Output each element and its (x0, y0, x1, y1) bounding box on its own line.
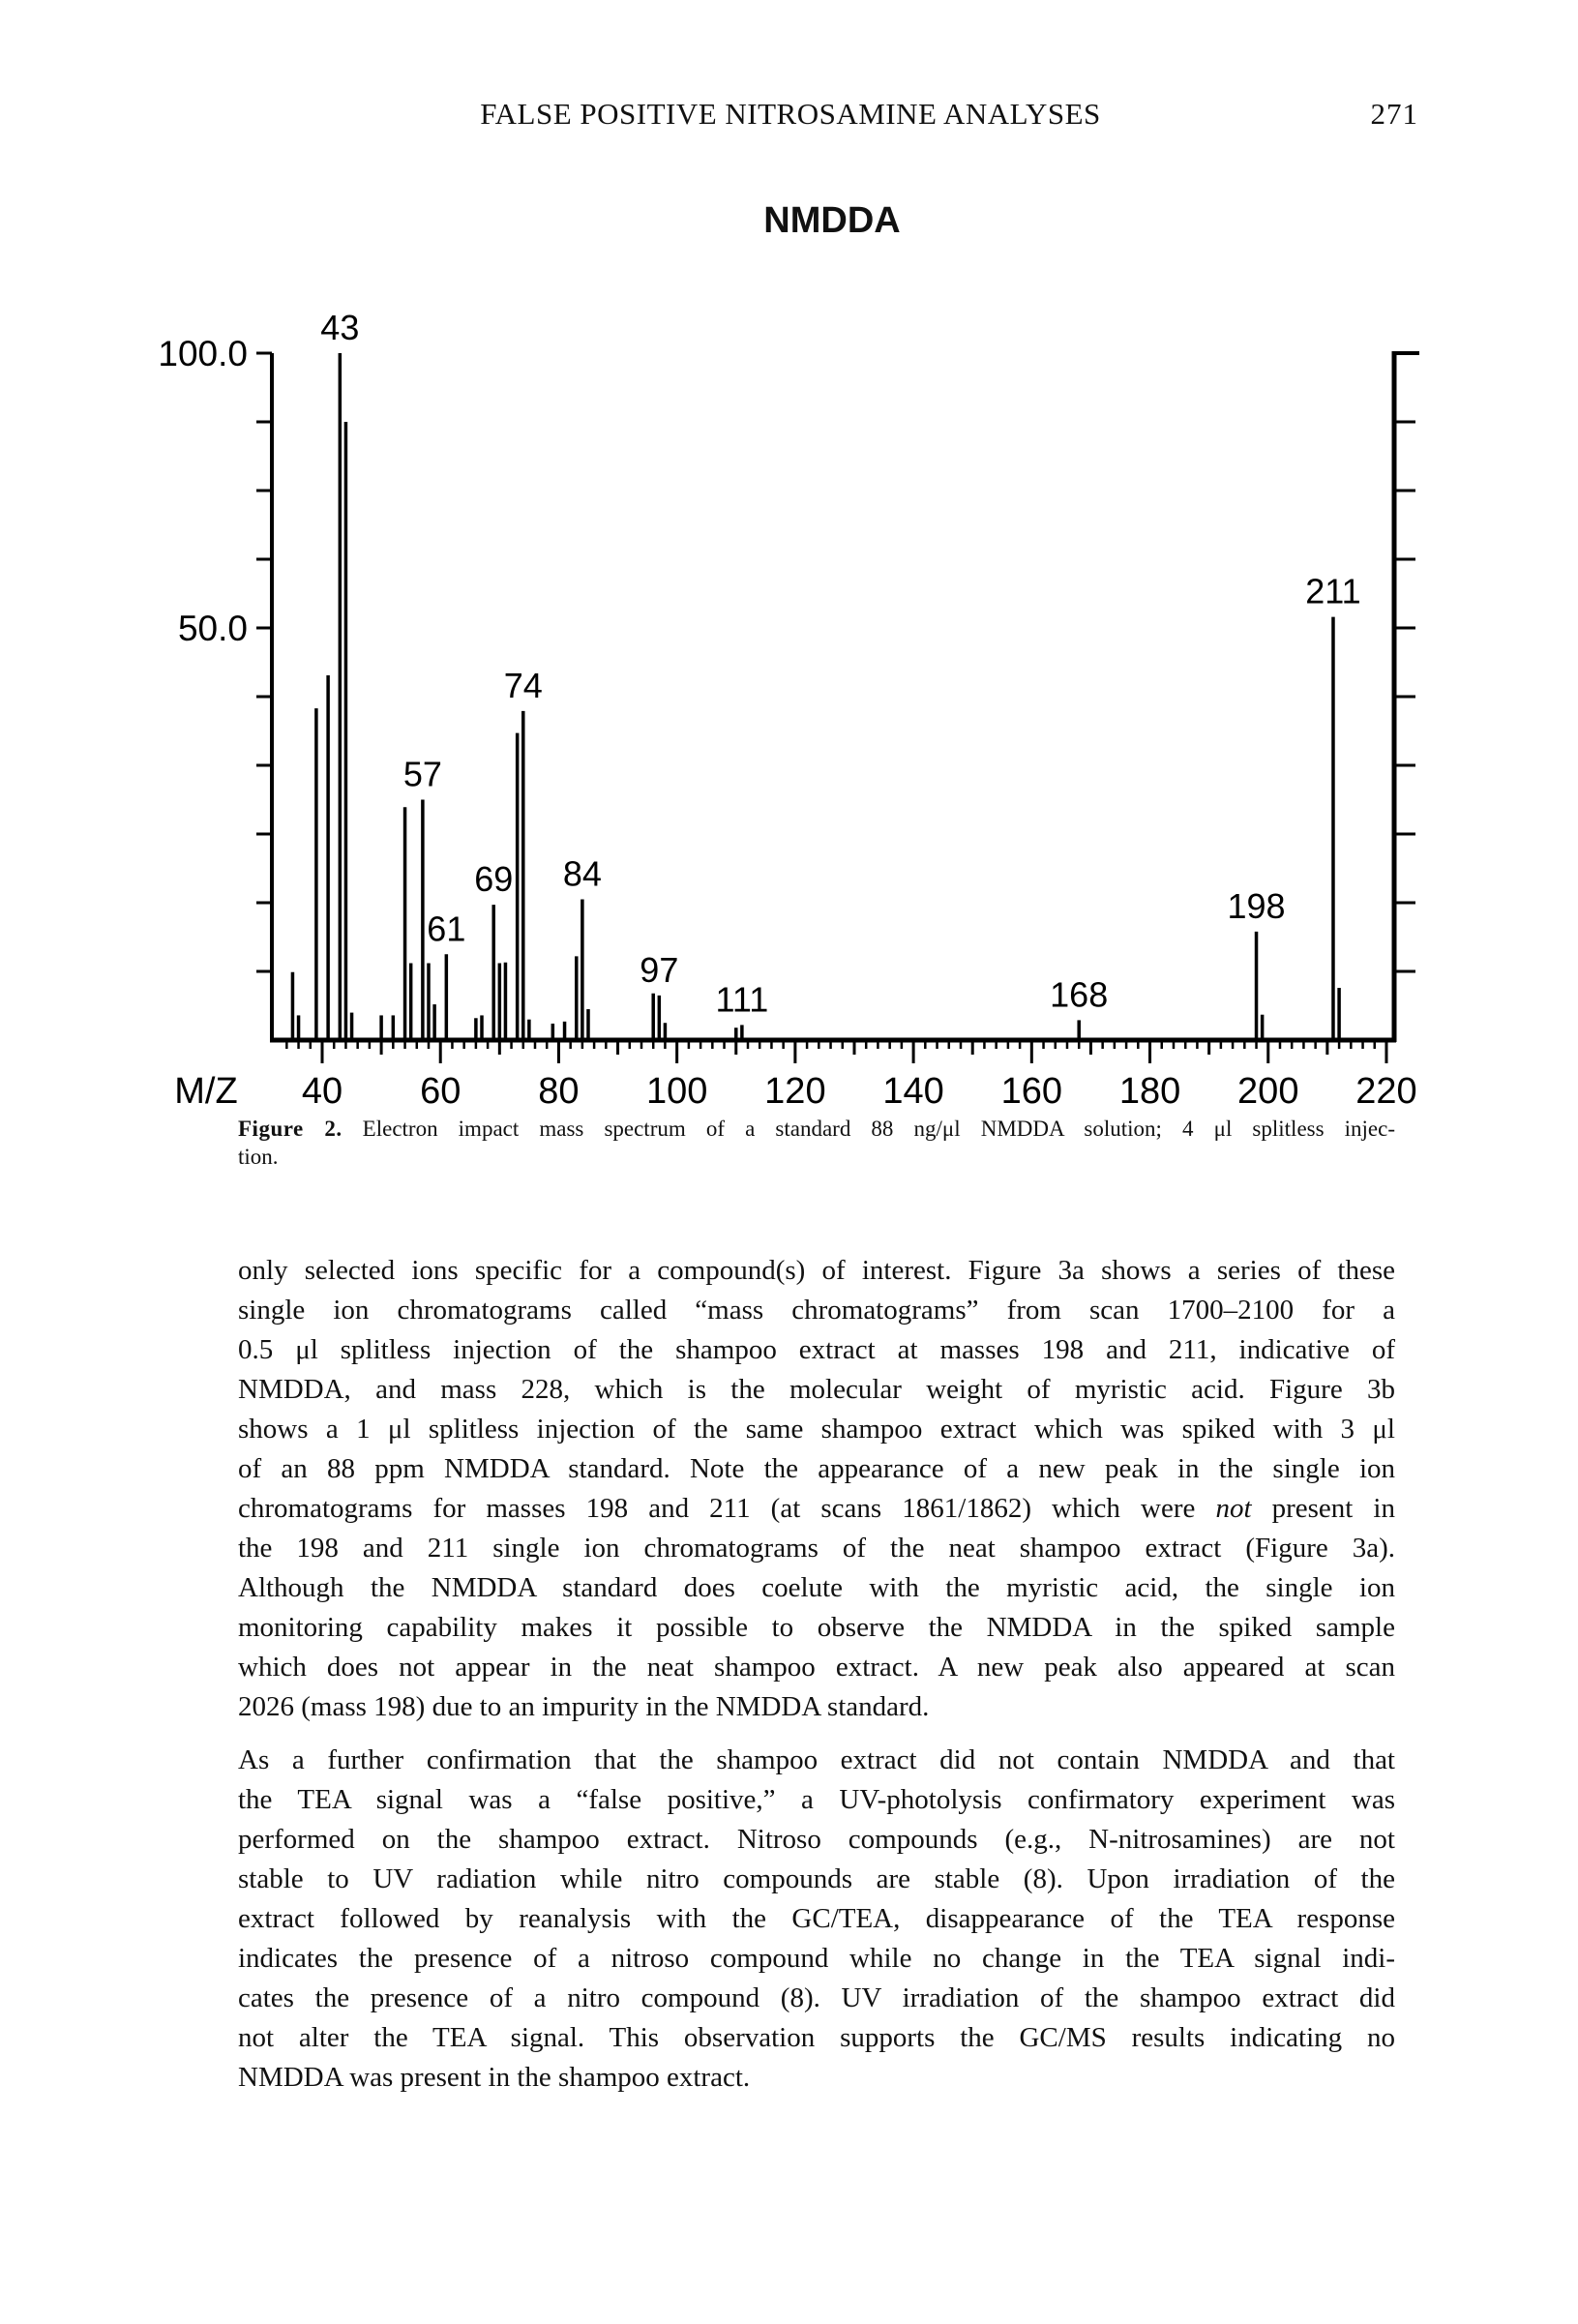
peak-label: 111 (715, 979, 769, 1020)
body-paragraph-2 (238, 1741, 1395, 2098)
body-paragraph-1 (238, 1251, 1395, 1727)
text-line: indicates the presence of a nitroso compound while no change in the TEA signal indi- (238, 1943, 1395, 1974)
text-line: cates the presence of a nitro compound (8). UV irradiation of the shampoo extract did (238, 1982, 1395, 2013)
text-line: NMDDA, and mass 228, which is the molecular weight of myristic acid. Figure 3b (238, 1374, 1395, 1405)
peak-label: 57 (402, 754, 442, 794)
x-tick-label: 100 (645, 1071, 708, 1112)
peak-label: 43 (320, 308, 360, 347)
peak-label: 168 (1050, 974, 1109, 1015)
peak-label: 211 (1305, 571, 1361, 611)
peak-label: 69 (474, 859, 514, 900)
text-line: As a further confirmation that the shampoo extract did not contain NMDDA and that (238, 1744, 1395, 1775)
x-tick-label: 160 (1000, 1071, 1063, 1112)
text-line: stable to UV radiation while nitro compounds are stable (8). Upon irradiation of the (238, 1863, 1395, 1894)
text-line: performed on the shampoo extract. Nitroso compounds (e.g., N-nitrosamines) are not (238, 1824, 1395, 1855)
x-tick-label: 200 (1237, 1071, 1299, 1112)
text-line: shows a 1 μl splitless injection of the same shampoo extract which was spiked with 3 μl (238, 1414, 1395, 1445)
x-tick-label: 220 (1355, 1071, 1417, 1112)
x-tick-label: 80 (538, 1071, 580, 1112)
chart-title: NMDDA (763, 200, 901, 241)
x-tick-label: 60 (420, 1071, 461, 1112)
x-tick-label: 40 (301, 1071, 343, 1112)
caption-line (238, 1143, 1395, 1171)
text-line: of an 88 ppm NMDDA standard. Note the appearance of a new peak in the single ion (238, 1453, 1395, 1484)
text-line: 2026 (mass 198) due to an impurity in the NMDDA standard. (238, 1691, 930, 1722)
text-line: not alter the TEA signal. This observation supports the GC/MS results indicating no (238, 2022, 1395, 2053)
text-line: 0.5 μl splitless injection of the shampoo extract at masses 198 and 211, indicative of (238, 1334, 1395, 1365)
peak-label: 74 (503, 665, 543, 705)
running-head: FALSE POSITIVE NITROSAMINE ANALYSES (480, 97, 1101, 131)
x-tick-label: 120 (764, 1071, 826, 1112)
text-line: single ion chromatograms called “mass chromatograms” from scan 1700–2100 for a (238, 1295, 1395, 1326)
page-number: 271 (1370, 97, 1418, 131)
text-line: the TEA signal was a “false positive,” a UV-photolysis confirmatory experiment was (238, 1784, 1395, 1815)
peak-label: 84 (562, 853, 602, 894)
text-line: extract followed by reanalysis with the GC/TEA, disappearance of the TEA response (238, 1903, 1395, 1934)
x-axis-label: M/Z (174, 1071, 238, 1112)
caption-text: Electron impact mass spectrum of a standard 88 ng/μl NMDDA solution; 4 μl splitless injec- (362, 1117, 1395, 1141)
y-tick-label: 50.0 (177, 609, 248, 648)
peak-label: 97 (640, 949, 679, 990)
text-line: which does not appear in the neat shampoo extract. A new peak also appeared at scan (238, 1652, 1395, 1683)
caption-line (238, 1115, 1395, 1143)
figure-label: Figure 2. (238, 1117, 342, 1141)
emphasis-text: not (1215, 1493, 1252, 1524)
y-tick-label: 100.0 (158, 334, 248, 373)
text-line: the 198 and 211 single ion chromatograms of the neat shampoo extract (Figure 3a). (238, 1533, 1395, 1564)
text-line: monitoring capability makes it possible to observe the NMDDA in the spiked sample (238, 1612, 1395, 1643)
text-line (238, 1489, 1395, 1529)
x-tick-label: 180 (1118, 1071, 1181, 1112)
text-line: NMDDA was present in the shampoo extract. (238, 2062, 751, 2093)
text-line: only selected ions specific for a compound(s) of interest. Figure 3a shows a series of these (238, 1255, 1395, 1286)
text-segment: chromatograms for masses 198 and 211 (at scans 1861/1862) which were (238, 1493, 1216, 1524)
text-line: Although the NMDDA standard does coelute with the myristic acid, the single ion (238, 1572, 1395, 1603)
mass-spectrum-chart (0, 0, 1578, 1113)
text-segment: present in (1251, 1493, 1395, 1524)
x-tick-label: 140 (882, 1071, 944, 1112)
caption-text: tion. (238, 1145, 279, 1169)
peak-label: 61 (427, 909, 466, 949)
figure-caption (238, 1115, 1395, 1171)
peak-label: 198 (1227, 885, 1286, 926)
